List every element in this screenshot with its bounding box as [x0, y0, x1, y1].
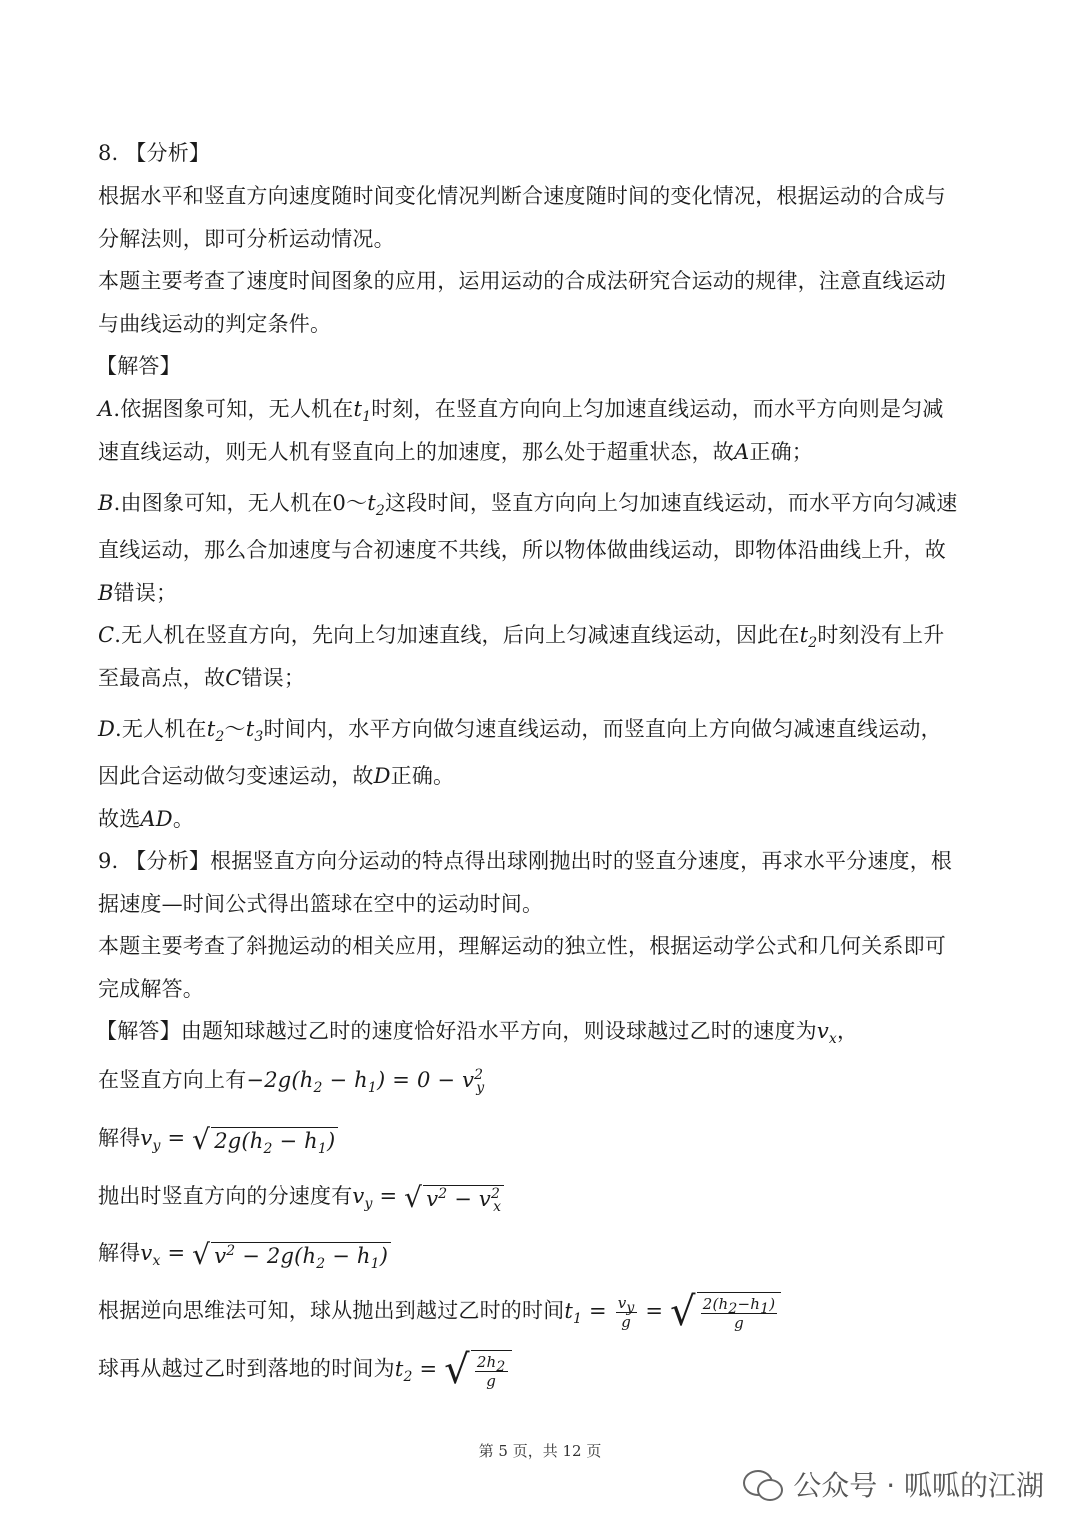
p8-analysis-line1 [98, 182, 946, 210]
p8-header [98, 139, 210, 167]
p8-header-text: 8. 【分析】 [98, 141, 211, 165]
option-c-end: 错误； [241, 666, 306, 690]
option-b-text2: 这段时间，竖直方向向上匀加速直线运动，而水平方向匀减速 [385, 491, 958, 515]
equation-2: $v_y$ = √ $2g(h_2 - h_1)$ [140, 1126, 338, 1150]
p8-option-a-line2 [98, 438, 813, 466]
option-b-text3: 直线运动，那么合加速度与合初速度不共线，所以物体做曲线运动，即物体沿曲线上升，故 [98, 538, 946, 562]
option-d-letter: D [98, 717, 116, 741]
p9-analysis2b: 完成解答。 [98, 977, 204, 1001]
p9-analysis1a: 根据竖直方向分运动的特点得出球刚抛出时的竖直分速度，再求水平分速度，根 [210, 849, 953, 873]
equation-4: $v_x$ = √ $v^2 - 2g(h_2 - h_1)$ [140, 1241, 391, 1265]
option-c-letter2: C [225, 666, 242, 690]
p9-analysis1b: 据速度—时间公式得出篮球在空中的运动时间。 [98, 892, 544, 916]
math-vx: $v_x$ [816, 1019, 837, 1048]
option-a-text1: .依据图象可知，无人机在 [113, 397, 354, 421]
p8-analysis-line4 [98, 310, 331, 338]
p8-option-b-line3 [98, 579, 177, 607]
equation-3: $v_y$ = √ $v^2 - v^2_x$ [352, 1184, 504, 1208]
math-t2-c: $t_2$ [799, 623, 818, 652]
p8-analysis1b: 分解法则，即可分析运动情况。 [98, 227, 395, 251]
p8-conclusion [98, 805, 194, 833]
math-zero: 0 [332, 491, 347, 515]
option-b-text1: .由图象可知，无人机在 [113, 491, 333, 515]
p9-line2 [98, 890, 543, 918]
p9-s4: 抛出时竖直方向的分速度有 [98, 1184, 353, 1208]
p9-s3: 解得 [98, 1126, 141, 1150]
option-a-text2: 时刻，在竖直方向向上匀加速直线运动，而水平方向则是匀减 [371, 397, 944, 421]
option-c-letter: C [98, 623, 115, 647]
equation-5: $t_1$ = $\frac{v_y}{g}$ = √ $\frac{2(h_2-h_1)}{g}$ [564, 1299, 781, 1323]
p8-option-c-line2 [98, 664, 305, 692]
p9-eq2 [98, 1122, 338, 1157]
watermark-text: 公众号 · 呱呱的江湖 [793, 1469, 1044, 1502]
conclusion-answer: AD [140, 807, 173, 831]
option-d-text3: 因此合运动做匀变速运动，故 [98, 764, 374, 788]
p9-s1-end: ， [837, 1019, 859, 1043]
p9-s1: 由题知球越过乙时的速度恰好沿水平方向，则设球越过乙时的速度为 [180, 1019, 817, 1043]
option-a-letter: A [98, 397, 114, 421]
p8-analysis2b: 与曲线运动的判定条件。 [98, 312, 332, 336]
p9-eq1 [98, 1066, 485, 1097]
option-a-end: 正确； [749, 440, 813, 464]
p8-option-c-line1 [98, 621, 945, 652]
p8-option-b-line1 [98, 489, 958, 520]
option-d-end: 正确。 [390, 764, 455, 788]
tilde-d: ～ [224, 717, 246, 741]
option-a-text3: 速直线运动，则无人机有竖直向上的加速度，那么处于超重状态，故 [98, 440, 734, 464]
option-b-letter: B [98, 491, 114, 515]
p9-eq6 [98, 1347, 512, 1393]
p8-option-d-line1 [98, 715, 942, 746]
p9-eq3 [98, 1180, 504, 1215]
conclusion-end: 。 [172, 807, 195, 831]
option-c-text2: 时刻没有上升 [817, 623, 945, 647]
p8-analysis1a: 根据水平和竖直方向速度随时间变化情况判断合速度随时间的变化情况，根据运动的合成与 [98, 184, 946, 208]
option-c-text1: .无人机在竖直方向，先向上匀加速直线，后向上匀减速直线运动，因此在 [114, 623, 800, 647]
p9-line4 [98, 975, 204, 1003]
p9-s7: 球再从越过乙时到落地的时间为 [98, 1356, 395, 1381]
p9-s5: 解得 [98, 1241, 141, 1265]
option-b-letter2: B [98, 581, 114, 605]
p8-answer-header [96, 352, 181, 380]
math-t1: $t_1$ [353, 397, 372, 426]
p8-option-b-line2 [98, 536, 946, 564]
p8-analysis2a: 本题主要考查了速度时间图象的应用，运用运动的合成法研究合运动的规律，注意直线运动 [98, 269, 946, 293]
p8-analysis-line2 [98, 225, 395, 253]
p9-s2: 在竖直方向上有 [98, 1068, 247, 1092]
p9-line1 [98, 847, 952, 875]
option-c-text3: 至最高点，故 [98, 666, 226, 690]
tilde: ～ [346, 491, 368, 515]
p9-eq4 [98, 1237, 391, 1272]
p9-eq5 [98, 1289, 781, 1335]
math-t2-d: $t_2$ [206, 717, 225, 746]
option-a-letter2: A [734, 440, 750, 464]
p8-analysis-line3 [98, 267, 946, 295]
p8-option-d-line2 [98, 762, 454, 790]
p9-answer-line1 [96, 1017, 859, 1048]
option-d-text2: 时间内，水平方向做匀速直线运动，而竖直向上方向做匀减速直线运动， [263, 717, 942, 741]
equation-6: $t_2$ = √ $\frac{2h_2}{g}$ [395, 1357, 512, 1381]
p9-answer-header: 【解答】 [96, 1019, 181, 1043]
option-d-text1: .无人机在 [115, 717, 207, 741]
p9-line3 [98, 932, 946, 960]
option-b-end: 错误； [113, 581, 178, 605]
p8-option-a-line1 [98, 395, 944, 426]
p8-answer-header-text: 【解答】 [96, 354, 181, 378]
wechat-icon [743, 1468, 783, 1500]
page-number: 第 5 页，共 12 页 [478, 1442, 602, 1460]
p9-header: 9. 【分析】 [98, 849, 211, 873]
conclusion-text: 故选 [98, 807, 141, 831]
equation-1: $-2g(h_2 - h_1) = 0 - v^2_y$ [246, 1067, 485, 1097]
watermark [743, 1464, 1044, 1504]
p9-s6: 根据逆向思维法可知，球从抛出到越过乙时的时间 [98, 1298, 565, 1323]
math-t2: $t_2$ [367, 491, 386, 520]
option-d-letter2: D [373, 764, 391, 788]
p9-analysis2a: 本题主要考查了斜抛运动的相关应用，理解运动的独立性，根据运动学公式和几何关系即可 [98, 934, 946, 958]
math-t3: $t_3$ [245, 717, 264, 746]
